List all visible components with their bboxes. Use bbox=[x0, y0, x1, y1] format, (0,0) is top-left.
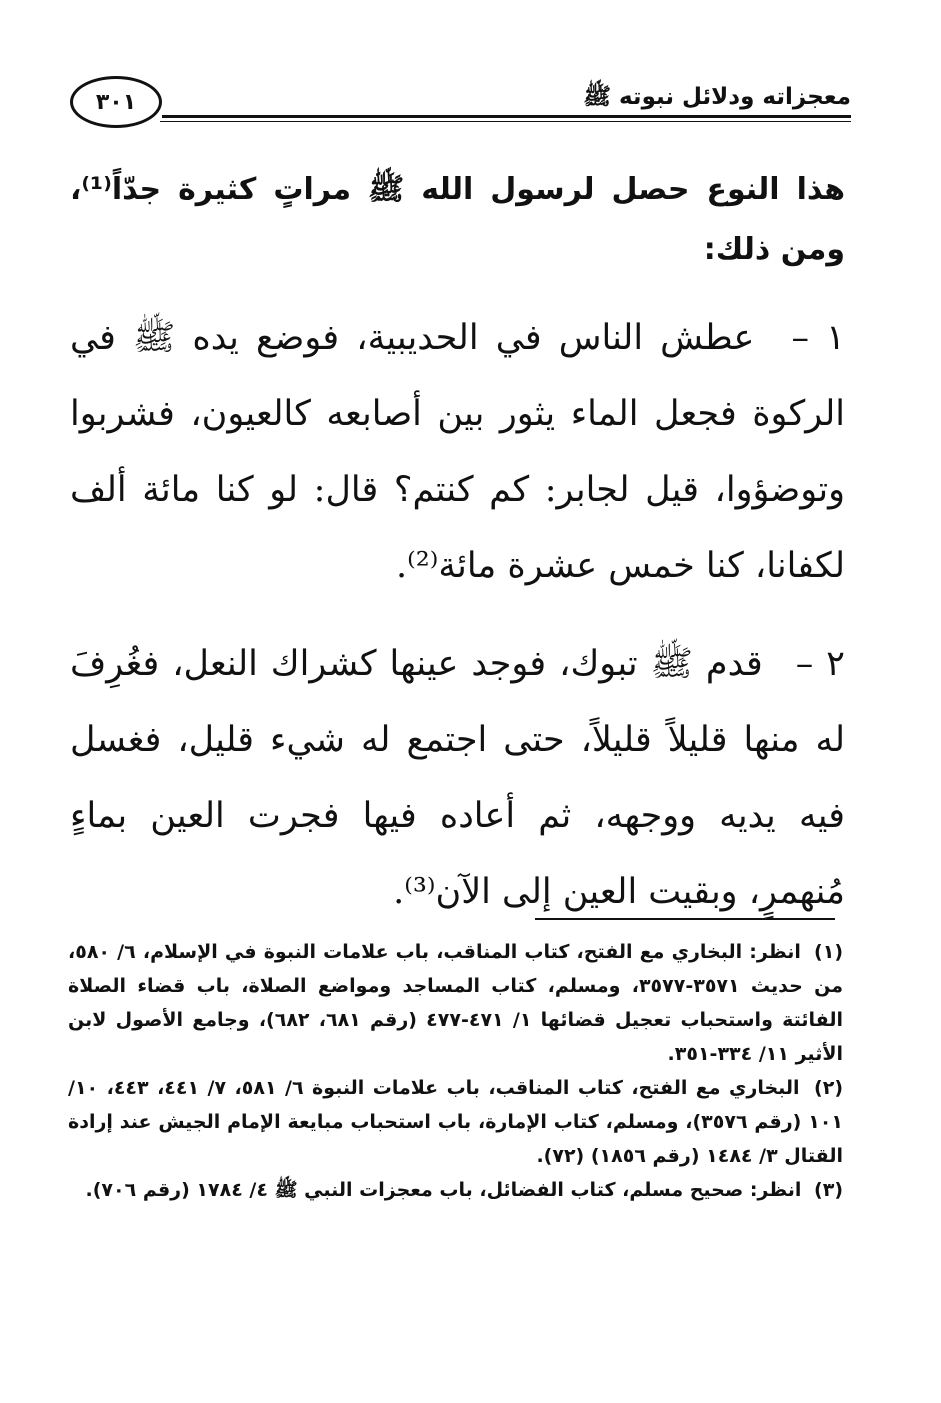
main-text bbox=[70, 160, 845, 930]
intro-paragraph: هذا النوع حصل لرسول الله ﷺ مراتٍ كثيرة جدّاً⁽¹⁾، ومن ذلك: bbox=[70, 172, 845, 267]
item-text: قدم ﷺ تبوك، فوجد عينها كشراك النعل، فغُرِفَ له منها قليلاً قليلاً، حتى اجتمع له شيء قليل، فغسل فيه يديه ووجهه، ثم أعاده فيها فجرت العين بماءٍ مُنهمرٍ، وبقيت العين إلى الآن⁽³⁾. bbox=[70, 644, 845, 912]
page-number-oval bbox=[70, 76, 162, 128]
page-header bbox=[70, 68, 851, 148]
running-title: معجزاته ودلائل نبوته ﷺ bbox=[583, 84, 851, 110]
footnote-text: انظر: البخاري مع الفتح، كتاب المناقب، باب علامات النبوة في الإسلام، ٦/ ٥٨٠، من حديث ٣٥٧١-٣٥٧٧، ومسلم، كتاب المساجد ومواضع الصلاة، باب قضاء الصلاة الفائتة واستحباب تعجيل قضائها ١/ ٤٧١-٤٧٧ (رقم ٦٨١، ٦٨٢)، وجامع الأصول لابن الأثير ١١/ ٣٣٤-٣٥١. bbox=[68, 941, 843, 1065]
footnote-mark: (٢) bbox=[814, 1077, 843, 1099]
list-item bbox=[70, 300, 845, 604]
item-number: ١ – bbox=[791, 318, 845, 358]
list-item bbox=[70, 626, 845, 930]
item-number: ٢ – bbox=[795, 644, 845, 684]
footnote bbox=[68, 935, 843, 1071]
footnote-mark: (٣) bbox=[814, 1179, 843, 1201]
footnote-mark: (١) bbox=[814, 941, 844, 963]
footnote-text: البخاري مع الفتح، كتاب المناقب، باب علامات النبوة ٦/ ٥٨١، ٧/ ٤٤١، ٤٤٣، ١٠/ ١٠١ (رقم ٣٥٧٦)، ومسلم، كتاب الإمارة، باب استحباب مبايعة الإمام الجيش عند إرادة القتال ٣/ ١٤٨٤ (رقم ١٨٥٦) (٧٢). bbox=[68, 1077, 843, 1167]
footnote bbox=[68, 1173, 843, 1207]
footnote bbox=[68, 1071, 843, 1173]
header-rule-thin bbox=[160, 121, 851, 122]
item-text: عطش الناس في الحديبية، فوضع يده ﷺ في الركوة فجعل الماء يثور بين أصابعه كالعيون، فشربوا وتوضؤوا، قيل لجابر: كم كنتم؟ قال: لو كنا مائة ألف لكفانا، كنا خمس عشرة مائة⁽²⁾. bbox=[70, 318, 845, 586]
footnotes bbox=[68, 935, 843, 1207]
footnote-text: انظر: صحيح مسلم، كتاب الفضائل، باب معجزات النبي ﷺ ٤/ ١٧٨٤ (رقم ٧٠٦). bbox=[85, 1179, 802, 1201]
footnote-separator bbox=[535, 918, 835, 920]
page-number: ٣٠١ bbox=[95, 89, 137, 115]
header-rule-thick bbox=[162, 115, 851, 118]
